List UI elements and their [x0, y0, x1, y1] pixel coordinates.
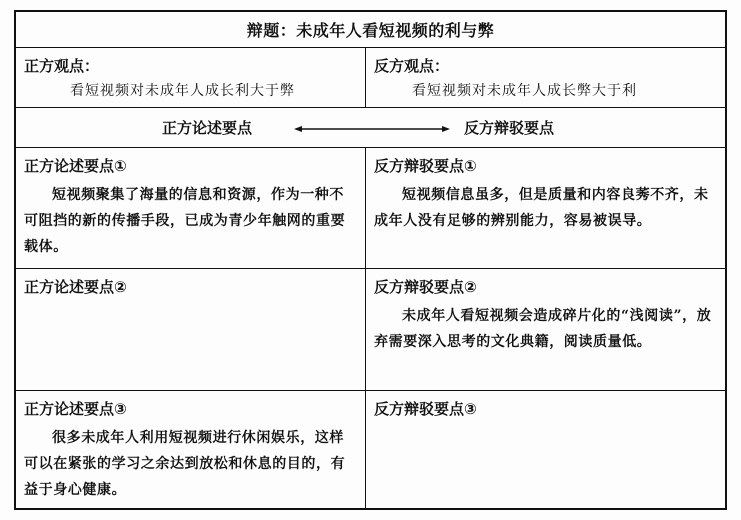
- con-point-2-heading: 反方辩驳要点②: [374, 278, 477, 296]
- con-point-3-heading: 反方辩驳要点③: [374, 400, 477, 418]
- debate-title: 辩题：未成年人看短视频的利与弊: [246, 21, 495, 40]
- con-point-1-cell: [366, 148, 725, 268]
- point-row-3: [16, 391, 725, 508]
- con-viewpoint-text: 看短视频对未成年人成长弊大于利: [412, 83, 637, 99]
- pro-viewpoint-cell: [16, 48, 366, 107]
- flow-row: [16, 108, 725, 148]
- flow-left-label: 正方论述要点: [162, 119, 253, 137]
- con-point-1-heading: 反方辩驳要点①: [374, 157, 477, 175]
- point-row-2: [16, 269, 725, 391]
- point-row-1: [16, 148, 725, 269]
- viewpoints-row: [16, 48, 725, 108]
- con-point-1-text: 短视频信息虽多，但是质量和内容良莠不齐，未成年人没有足够的辨别能力，容易被误导。: [374, 187, 709, 229]
- pro-point-1-text: 短视频聚集了海量的信息和资源，作为一种不可阻挡的新的传播手段，已成为青少年触网的重要载体。: [24, 187, 346, 255]
- pro-point-1-heading: 正方论述要点①: [24, 157, 127, 175]
- con-point-3-cell: [366, 391, 725, 508]
- pro-point-3-heading: 正方论述要点③: [24, 400, 127, 418]
- pro-point-3-cell: [16, 391, 366, 508]
- pro-viewpoint-label: 正方观点：: [24, 57, 100, 75]
- title-row: [16, 12, 725, 48]
- pro-viewpoint-text: 看短视频对未成年人成长利大于弊: [70, 83, 295, 99]
- con-viewpoint-label: 反方观点：: [374, 57, 450, 75]
- con-point-2-text: 未成年人看短视频会造成碎片化的“浅阅读”，放弃需要深入思考的文化典籍，阅读质量低。: [374, 308, 712, 350]
- pro-point-2-heading: 正方论述要点②: [24, 278, 127, 296]
- con-point-2-cell: [366, 269, 725, 390]
- pro-point-3-text: 很多未成年人利用短视频进行休闲娱乐，这样可以在紧张的学习之余达到放松和休息的目的，有益于身心健康。: [24, 430, 346, 498]
- flow-right-label: 反方辩驳要点: [464, 119, 555, 137]
- pro-point-2-cell: [16, 269, 366, 390]
- pro-point-1-cell: [16, 148, 366, 268]
- con-viewpoint-cell: [366, 48, 725, 107]
- debate-table: [14, 10, 727, 510]
- double-arrow-icon: [294, 126, 450, 132]
